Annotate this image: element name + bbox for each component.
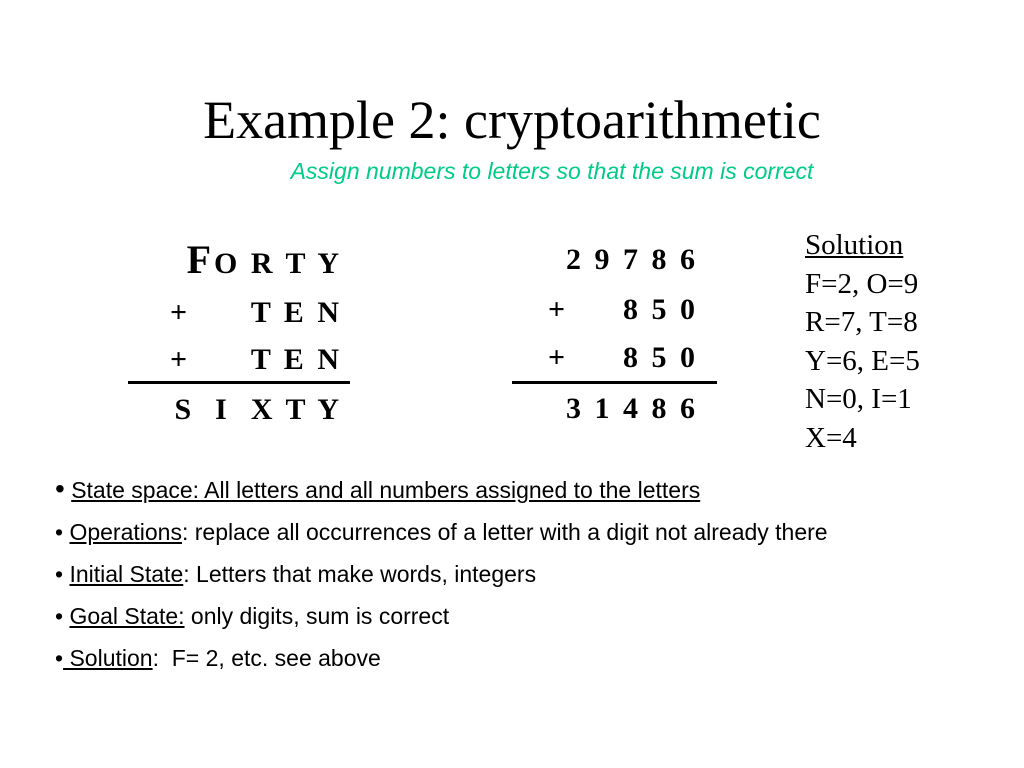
digit-row-1-value: 2 9 7 8 6 [566, 243, 698, 276]
bullet-initial-state [55, 559, 885, 589]
solution-line: Y=6, E=5 [805, 344, 920, 377]
bullet-dot: • [55, 561, 64, 587]
bullet-text: : replace all occurrences of a letter with a digit not already there [181, 519, 828, 545]
slide-title: Example 2: cryptoarithmetic [203, 90, 821, 150]
bullet-list [55, 474, 885, 685]
letter-row-ten-1 [170, 293, 342, 333]
bullet-operations [55, 517, 885, 547]
bullet-text: : Letters that make words, integers [183, 561, 537, 587]
letter-puzzle [170, 237, 342, 430]
solution-block [805, 226, 920, 457]
bullet-state-space [55, 474, 885, 505]
plus-sign: + [548, 293, 566, 326]
letter-sum-rule [128, 381, 350, 384]
letter-row-sixty-word: S I X T Y [174, 393, 342, 426]
solution-line: F=2, O=9 [805, 267, 919, 300]
bullet-label: Operations [69, 519, 182, 545]
bullet-dot: • [55, 473, 65, 504]
digit-sum-rule [512, 381, 717, 384]
letter-row-ten-word: T E N [250, 343, 342, 376]
bullet-dot: • [55, 603, 64, 629]
plus-sign: + [170, 343, 188, 376]
digit-row-3 [548, 338, 698, 378]
digit-row-3-value: 8 5 0 [623, 341, 698, 374]
bullet-text: only digits, sum is correct [184, 603, 450, 629]
letter-row-forty [170, 237, 342, 282]
letter-row-ten-word: T E N [250, 296, 342, 329]
bullet-label: State space: All letters and all numbers assigned to the letters [71, 477, 701, 503]
plus-sign: + [170, 296, 188, 329]
bullet-solution [55, 643, 885, 673]
solution-line: X=4 [805, 421, 857, 454]
letter-row-forty-rest: O R T Y [214, 247, 342, 280]
letter-f: F [186, 237, 215, 282]
letter-row-ten-2 [170, 340, 342, 380]
digit-row-2-value: 8 5 0 [623, 293, 698, 326]
bullet-label: Initial State [69, 561, 184, 587]
solution-heading: Solution [805, 229, 904, 261]
solution-line: R=7, T=8 [805, 306, 918, 338]
digit-row-result-value: 3 1 4 8 6 [566, 392, 698, 425]
bullet-label: Solution [63, 645, 153, 671]
bullet-text: : F= 2, etc. see above [152, 645, 381, 671]
solution-line: N=0, I=1 [805, 383, 912, 415]
bullet-goal-state [55, 601, 885, 631]
digit-puzzle [548, 240, 698, 430]
bullet-label: Goal State: [69, 603, 185, 629]
bullet-dot: • [55, 645, 64, 671]
bullet-dot: • [55, 519, 64, 545]
digit-row-result [548, 389, 698, 429]
slide-subtitle: Assign numbers to letters so that the sum is correct [290, 158, 814, 184]
letter-row-sixty [170, 390, 342, 430]
digit-row-2 [548, 290, 698, 330]
digit-row-1 [548, 240, 698, 280]
plus-sign: + [548, 341, 566, 374]
